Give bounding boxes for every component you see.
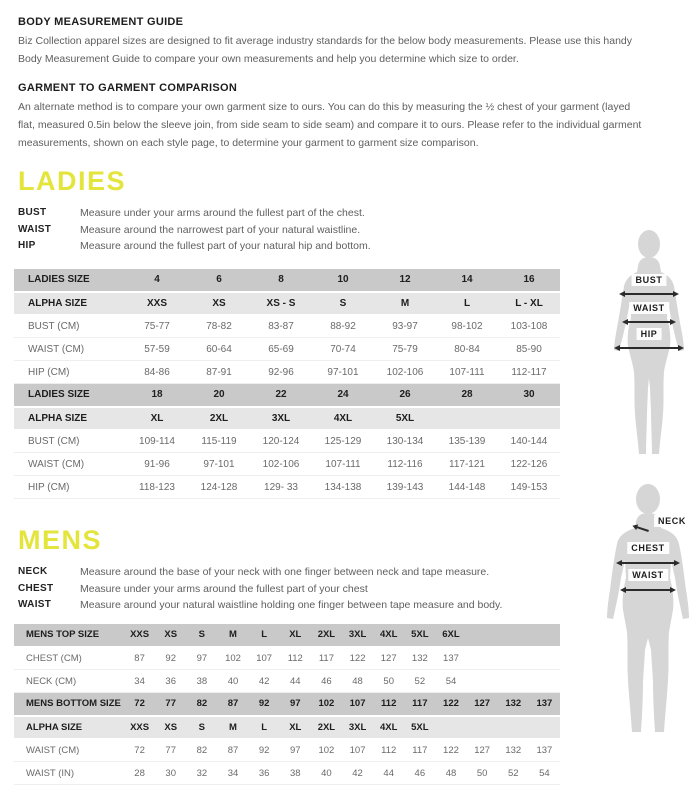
size-value-cell: L (249, 624, 280, 647)
size-value-cell (467, 670, 498, 693)
size-value-cell: 92 (249, 739, 280, 762)
size-value-cell: 46 (311, 670, 342, 693)
def-text: Measure around the narrowest part of your natural waistline. (80, 223, 361, 236)
size-value-cell: 77 (155, 739, 186, 762)
ladies-def-waist (18, 222, 700, 239)
size-value-cell: 102 (311, 739, 342, 762)
size-value-cell: 124-128 (188, 476, 250, 499)
row-label: BUST (CM) (14, 430, 126, 453)
size-value-cell: 117 (404, 739, 435, 762)
table-row-data (14, 762, 560, 785)
chest-arrow-icon (621, 562, 675, 564)
def-text: Measure around the fullest part of your natural hip and bottom. (80, 240, 371, 253)
size-value-cell: 107 (249, 647, 280, 670)
mens-size-table (14, 624, 560, 785)
table-row-data (14, 476, 560, 499)
size-value-cell: 12 (374, 269, 436, 292)
def-text: Measure under your arms around the fullest part of your chest (80, 582, 368, 595)
size-value-cell: 88-92 (312, 315, 374, 338)
ladies-def-bust (18, 205, 700, 222)
row-label: ALPHA SIZE (14, 407, 126, 430)
hip-measure-label: HIP (637, 328, 662, 340)
size-value-cell: XL (280, 624, 311, 647)
size-value-cell: 103-108 (498, 315, 560, 338)
table-row-header (14, 269, 560, 292)
size-value-cell: M (217, 624, 248, 647)
row-label: BUST (CM) (14, 315, 126, 338)
size-value-cell (498, 716, 529, 739)
size-value-cell: 38 (280, 762, 311, 785)
size-value-cell: 3XL (250, 407, 312, 430)
size-value-cell: 36 (249, 762, 280, 785)
table-row-data (14, 670, 560, 693)
size-value-cell (529, 647, 560, 670)
size-value-cell: 134-138 (312, 476, 374, 499)
size-value-cell: 87 (217, 693, 248, 716)
size-value-cell: 122 (435, 693, 466, 716)
size-value-cell: 102-106 (250, 453, 312, 476)
size-value-cell: 97-101 (312, 361, 374, 384)
size-value-cell: 4XL (373, 716, 404, 739)
ladies-silhouette-figure (602, 228, 697, 463)
size-value-cell: M (374, 292, 436, 315)
size-value-cell: 30 (155, 762, 186, 785)
waist-arrow-icon (625, 589, 671, 591)
size-value-cell: 92 (155, 647, 186, 670)
row-label: HIP (CM) (14, 361, 126, 384)
size-value-cell: XS (188, 292, 250, 315)
ladies-size-table (14, 269, 560, 500)
size-value-cell: 117 (311, 647, 342, 670)
table-row-data (14, 453, 560, 476)
row-label: NECK (CM) (14, 670, 124, 693)
size-value-cell: 3XL (342, 716, 373, 739)
size-value-cell (498, 624, 529, 647)
size-value-cell: 87 (217, 739, 248, 762)
size-value-cell: 109-114 (126, 430, 188, 453)
garment-comparison-paragraph: An alternate method is to compare your own garment size to ours. You can do this by measuring the ½ chest of your garment (layed flat, measured 0.5in below the sleeve join, from side seam to side seam) and compare it to ours. Please refer to the individual garment measurements, shown on each style page, to determine your garment to garment size comparison. (18, 101, 642, 150)
size-value-cell (498, 647, 529, 670)
size-value-cell: 36 (155, 670, 186, 693)
size-value-cell: 20 (188, 384, 250, 407)
size-value-cell: XS - S (250, 292, 312, 315)
size-value-cell: 5XL (404, 716, 435, 739)
def-term: HIP (18, 240, 36, 252)
size-value-cell: XXS (126, 292, 188, 315)
waist-measure-label: WAIST (628, 569, 668, 581)
size-value-cell: 92 (249, 693, 280, 716)
size-value-cell: 30 (498, 384, 560, 407)
size-value-cell: XL (280, 716, 311, 739)
size-value-cell: 107 (342, 739, 373, 762)
size-value-cell: 24 (312, 384, 374, 407)
size-value-cell: 102-106 (374, 361, 436, 384)
size-value-cell: 5XL (404, 624, 435, 647)
size-value-cell: 54 (435, 670, 466, 693)
size-value-cell: 112 (373, 739, 404, 762)
size-value-cell (467, 624, 498, 647)
size-value-cell (435, 716, 466, 739)
size-value-cell: 57-59 (126, 338, 188, 361)
size-value-cell: 93-97 (374, 315, 436, 338)
size-value-cell: 107-111 (312, 453, 374, 476)
size-value-cell: 34 (124, 670, 155, 693)
ladies-size-table-wrap (0, 269, 700, 500)
row-label: WAIST (CM) (14, 338, 126, 361)
size-value-cell (498, 670, 529, 693)
size-value-cell: 32 (186, 762, 217, 785)
size-value-cell: 120-124 (250, 430, 312, 453)
size-value-cell: 137 (529, 693, 560, 716)
size-value-cell: 122-126 (498, 453, 560, 476)
table-row-data (14, 361, 560, 384)
size-value-cell: 112-116 (374, 453, 436, 476)
size-value-cell: 127 (467, 693, 498, 716)
row-label: HIP (CM) (14, 476, 126, 499)
def-text: Measure around the base of your neck with one finger between neck and tape measure. (80, 566, 490, 579)
size-value-cell: S (186, 624, 217, 647)
def-term: WAIST (18, 599, 52, 611)
size-value-cell: 44 (280, 670, 311, 693)
size-value-cell: 97 (186, 647, 217, 670)
size-value-cell: 98-102 (436, 315, 498, 338)
size-value-cell (529, 624, 560, 647)
size-value-cell (498, 407, 560, 430)
size-value-cell: 125-129 (312, 430, 374, 453)
size-value-cell: 28 (124, 762, 155, 785)
size-value-cell: 135-139 (436, 430, 498, 453)
size-value-cell (436, 407, 498, 430)
size-value-cell: 52 (404, 670, 435, 693)
neck-measure-label: NECK (654, 515, 690, 527)
table-row-data (14, 315, 560, 338)
size-value-cell: 75-77 (126, 315, 188, 338)
size-value-cell: 83-87 (250, 315, 312, 338)
size-value-cell: 2XL (311, 624, 342, 647)
size-value-cell: 44 (373, 762, 404, 785)
size-value-cell (529, 670, 560, 693)
size-value-cell (467, 716, 498, 739)
def-term: CHEST (18, 582, 54, 594)
bust-measure-label: BUST (632, 274, 667, 286)
size-value-cell: 4 (126, 269, 188, 292)
size-value-cell: 139-143 (374, 476, 436, 499)
body-measurement-guide-paragraph: Biz Collection apparel sizes are designed to fit average industry standards for the below body measurements. Please use this handy Body Measurement Guide to compare your own measurements and help you determine which size to order. (18, 35, 633, 66)
size-value-cell: 2XL (311, 716, 342, 739)
table-row-header (14, 624, 560, 647)
size-value-cell: 137 (529, 739, 560, 762)
size-value-cell: 140-144 (498, 430, 560, 453)
garment-comparison-title: GARMENT TO GARMENT COMPARISON (18, 82, 238, 95)
size-value-cell: S (186, 716, 217, 739)
size-value-cell: 118-123 (126, 476, 188, 499)
waist-arrow-icon (627, 321, 671, 323)
size-value-cell: 149-153 (498, 476, 560, 499)
size-value-cell: 26 (374, 384, 436, 407)
size-value-cell: 130-134 (374, 430, 436, 453)
def-text: Measure under your arms around the fullest part of the chest. (80, 207, 365, 220)
table-row-data (14, 647, 560, 670)
size-value-cell: 2XL (188, 407, 250, 430)
size-value-cell: 87 (124, 647, 155, 670)
size-value-cell: 75-79 (374, 338, 436, 361)
size-value-cell: 65-69 (250, 338, 312, 361)
size-value-cell: XXS (124, 716, 155, 739)
size-value-cell: 18 (126, 384, 188, 407)
def-term: NECK (18, 566, 48, 578)
row-label: ALPHA SIZE (14, 716, 124, 739)
size-value-cell: S (312, 292, 374, 315)
size-value-cell: 117 (404, 693, 435, 716)
row-label: CHEST (CM) (14, 647, 124, 670)
size-value-cell: 92-96 (250, 361, 312, 384)
table-row-subheader (14, 292, 560, 315)
ladies-definitions (18, 205, 700, 255)
size-value-cell: 48 (435, 762, 466, 785)
size-value-cell: 107-111 (436, 361, 498, 384)
size-value-cell: 54 (529, 762, 560, 785)
table-row-subheader (14, 407, 560, 430)
size-value-cell: 132 (498, 693, 529, 716)
def-text: Measure around your natural waistline holding one finger between tape measure and body. (80, 599, 503, 612)
size-value-cell: 107 (342, 693, 373, 716)
size-value-cell: 87-91 (188, 361, 250, 384)
table-row-header (14, 693, 560, 716)
size-value-cell: 84-86 (126, 361, 188, 384)
body-measurement-guide-title: BODY MEASUREMENT GUIDE (18, 16, 184, 28)
row-label: MENS BOTTOM SIZE (14, 693, 124, 716)
hip-arrow-icon (619, 347, 679, 349)
size-value-cell: 117-121 (436, 453, 498, 476)
size-value-cell: 70-74 (312, 338, 374, 361)
size-value-cell: 137 (435, 647, 466, 670)
size-value-cell: 78-82 (188, 315, 250, 338)
def-term: WAIST (18, 223, 52, 235)
size-value-cell: 5XL (374, 407, 436, 430)
size-value-cell: XS (155, 716, 186, 739)
size-value-cell: 72 (124, 693, 155, 716)
bust-arrow-icon (624, 293, 674, 295)
size-value-cell: L (249, 716, 280, 739)
size-value-cell: 4XL (312, 407, 374, 430)
size-value-cell: 50 (467, 762, 498, 785)
size-value-cell: L (436, 292, 498, 315)
row-label: WAIST (CM) (14, 453, 126, 476)
size-value-cell: 16 (498, 269, 560, 292)
size-value-cell: 6 (188, 269, 250, 292)
size-value-cell: 28 (436, 384, 498, 407)
size-value-cell: 127 (467, 739, 498, 762)
size-value-cell: 22 (250, 384, 312, 407)
size-value-cell: 50 (373, 670, 404, 693)
ladies-def-hip (18, 238, 700, 255)
row-label: MENS TOP SIZE (14, 624, 124, 647)
ladies-heading: LADIES (18, 166, 127, 197)
size-value-cell: 80-84 (436, 338, 498, 361)
size-value-cell: 122 (435, 739, 466, 762)
mens-heading: MENS (18, 525, 103, 556)
size-value-cell: 112 (373, 693, 404, 716)
row-label: WAIST (IN) (14, 762, 124, 785)
size-value-cell: 82 (186, 693, 217, 716)
size-value-cell: 127 (373, 647, 404, 670)
size-value-cell: 38 (186, 670, 217, 693)
size-value-cell: 8 (250, 269, 312, 292)
waist-measure-label: WAIST (629, 302, 669, 314)
size-value-cell: 42 (249, 670, 280, 693)
size-value-cell: 4XL (373, 624, 404, 647)
size-value-cell: XS (155, 624, 186, 647)
size-value-cell: 97 (280, 693, 311, 716)
size-value-cell: 91-96 (126, 453, 188, 476)
size-value-cell: 97 (280, 739, 311, 762)
size-value-cell: 77 (155, 693, 186, 716)
size-value-cell: 122 (342, 647, 373, 670)
table-row-data (14, 739, 560, 762)
size-value-cell: 60-64 (188, 338, 250, 361)
row-label: ALPHA SIZE (14, 292, 126, 315)
size-value-cell: 82 (186, 739, 217, 762)
size-value-cell: 34 (217, 762, 248, 785)
table-row-header (14, 384, 560, 407)
size-value-cell (529, 716, 560, 739)
intro-section (18, 16, 643, 152)
size-value-cell: 40 (311, 762, 342, 785)
mens-size-table-wrap (0, 624, 700, 785)
size-value-cell: 46 (404, 762, 435, 785)
mens-silhouette-figure (598, 482, 698, 750)
size-value-cell: 102 (311, 693, 342, 716)
size-value-cell: 112 (280, 647, 311, 670)
size-value-cell: 40 (217, 670, 248, 693)
row-label: LADIES SIZE (14, 269, 126, 292)
size-value-cell: 72 (124, 739, 155, 762)
table-row-subheader (14, 716, 560, 739)
size-value-cell: 132 (498, 739, 529, 762)
size-value-cell: 132 (404, 647, 435, 670)
size-value-cell: 48 (342, 670, 373, 693)
row-label: LADIES SIZE (14, 384, 126, 407)
def-term: BUST (18, 207, 47, 219)
row-label: WAIST (CM) (14, 739, 124, 762)
size-value-cell: 85-90 (498, 338, 560, 361)
size-value-cell: XL (126, 407, 188, 430)
size-value-cell: 115-119 (188, 430, 250, 453)
table-row-data (14, 338, 560, 361)
size-value-cell: 129- 33 (250, 476, 312, 499)
size-value-cell: M (217, 716, 248, 739)
size-value-cell: 14 (436, 269, 498, 292)
size-value-cell (467, 647, 498, 670)
size-value-cell: 6XL (435, 624, 466, 647)
size-value-cell: 144-148 (436, 476, 498, 499)
size-value-cell: 52 (498, 762, 529, 785)
size-value-cell: 10 (312, 269, 374, 292)
size-value-cell: XXS (124, 624, 155, 647)
size-value-cell: 112-117 (498, 361, 560, 384)
table-row-data (14, 430, 560, 453)
size-value-cell: 3XL (342, 624, 373, 647)
size-value-cell: 97-101 (188, 453, 250, 476)
size-value-cell: L - XL (498, 292, 560, 315)
size-value-cell: 42 (342, 762, 373, 785)
chest-measure-label: CHEST (627, 542, 669, 554)
size-value-cell: 102 (217, 647, 248, 670)
